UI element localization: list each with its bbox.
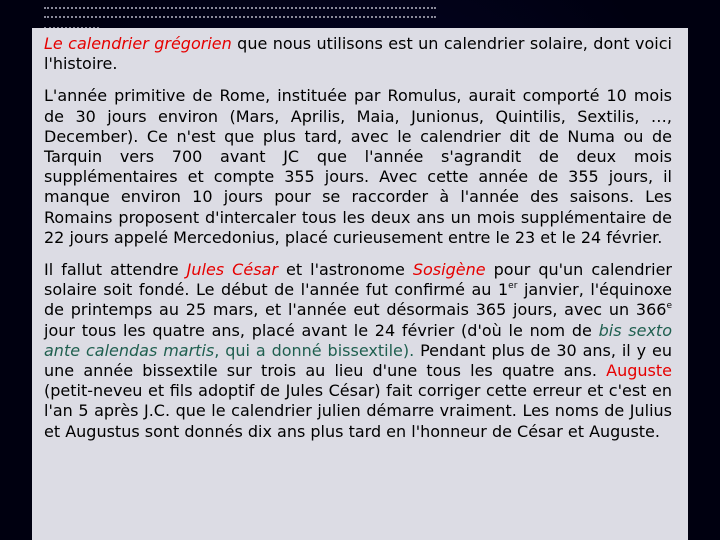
paragraph-roman-year: L'année primitive de Rome, instituée par Romulus, aurait comporté 10 mois de 30 jours environ (Mars, Aprilis, Maia, Junionus, Quintilis, Sextilis, …, December). Ce n'est que plus tard, avec le calendrier dit de Numa ou de Tarquin vers 700 avant JC que l'année s'agrandit de deux mois supplémentaires et compte 355 jours. Avec cette année de 355 jours, il manque environ 10 jours pour se raccorder à l'année des saisons. Les Romains proposent d'intercaler tous les deux ans un mois supplémentaire de 22 jours appelé Mercedonius, placé curieusement entre le 23 et le 24 février.	[44, 86, 672, 247]
text-span: Pendant plus de 30 ans, il y eu une année bissextile sur trois au lieu d'une tous les quatre ans.	[44, 340, 673, 381]
text-panel	[32, 28, 688, 540]
bissextile-text: , qui a donné bissextile).	[214, 340, 415, 360]
latin-phrase: bis sexto ante calendas martis	[44, 320, 672, 360]
article-body	[44, 34, 672, 454]
paragraph-intro	[44, 34, 672, 74]
name-sosigene: Sosigène	[412, 260, 486, 280]
paragraph-julian	[44, 260, 672, 442]
text-span: janvier, l'équinoxe de printemps au 25 mars, et l'année eut désormais 365 jours, avec un 366	[44, 280, 673, 320]
dotted-line	[44, 16, 436, 20]
text-span: (petit-neveu et fils adoptif de Jules César) fait corriger cette erreur et c'est en l'an 5 après J.C. que le calendrier julien démarre vraiment. Les noms de Julius et Augustus sont donnés dix ans plus tard en l'honneur de César et Auguste.	[44, 381, 672, 441]
text-span: Il fallut attendre	[44, 260, 187, 280]
term-gregorian-calendar: Le calendrier grégorien	[44, 34, 232, 53]
text-span: et l'astronome	[277, 260, 413, 280]
text-span: jour tous les quatre ans, placé avant le 24 février (d'où le nom de	[44, 320, 599, 340]
intro-text: que nous utilisons est un calendrier solaire, dont voici l'histoire.	[44, 34, 672, 74]
name-auguste: Auguste	[606, 361, 672, 381]
dotted-line	[44, 7, 436, 11]
name-jules-cesar: Jules César	[186, 260, 278, 280]
text-span: pour qu'un calendrier solaire soit fondé. Le début de l'année fut confirmé au 1	[44, 260, 672, 300]
superscript-e: e	[666, 301, 672, 312]
superscript-er: er	[508, 281, 518, 292]
